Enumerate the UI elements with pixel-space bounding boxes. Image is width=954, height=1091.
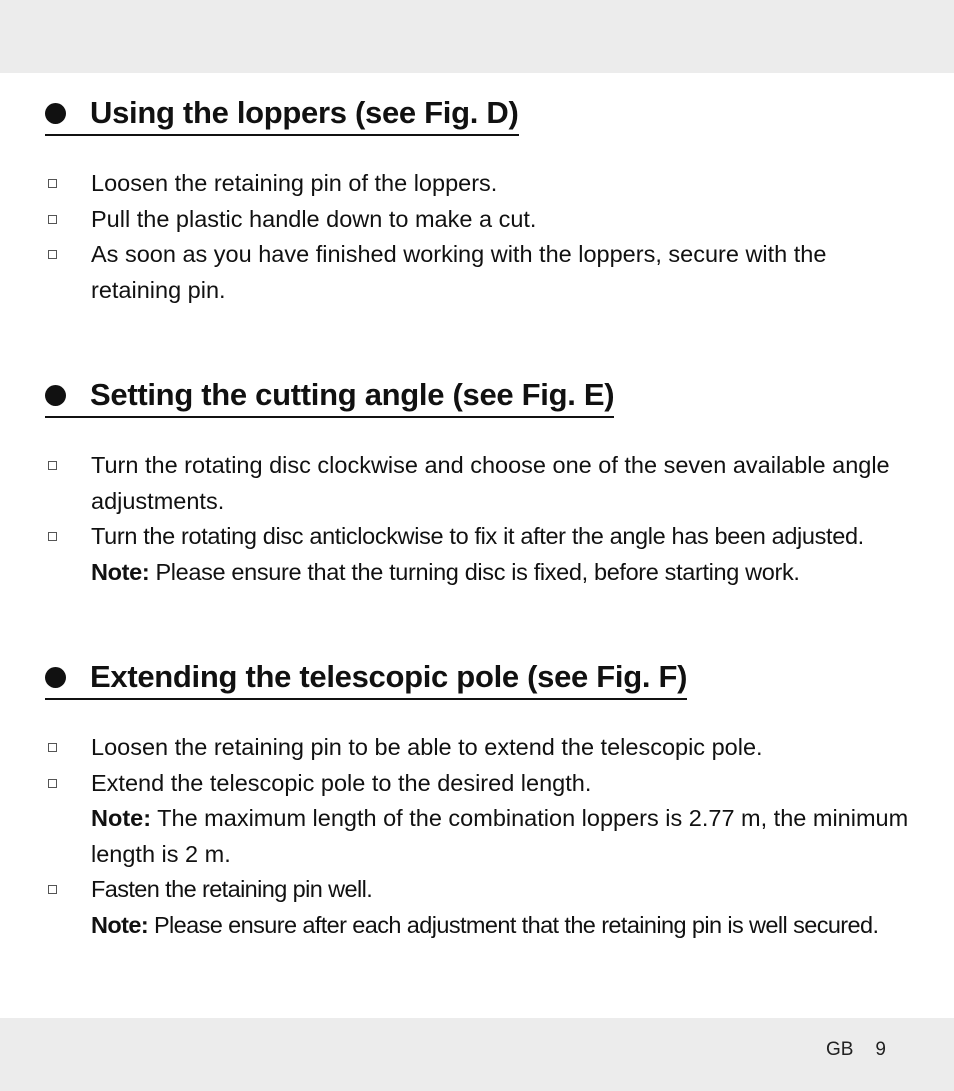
note-label: Note:: [91, 558, 150, 585]
list-item: [45, 448, 915, 519]
item-text: Turn the rotating disc clockwise and choose one of the seven available angle adjustments.: [91, 452, 890, 514]
checkbox-square-icon: [48, 215, 57, 224]
item-text: Extend the telescopic pole to the desired length.: [91, 769, 592, 796]
list-item: [45, 766, 915, 873]
bullet-dot-icon: [45, 385, 66, 406]
section-heading: [45, 658, 687, 700]
footer-band: [0, 1018, 954, 1091]
note-label: Note:: [91, 805, 152, 831]
section-heading: [45, 376, 614, 418]
item-text: Loosen the retaining pin of the loppers.: [91, 170, 498, 196]
instruction-list: [45, 730, 915, 943]
page-footer: [826, 1037, 886, 1063]
checkbox-square-icon: [48, 743, 57, 752]
item-text: Turn the rotating disc anticlockwise to fix it after the angle has been adjusted.: [91, 523, 864, 549]
item-text: Pull the plastic handle down to make a cut.: [91, 205, 537, 232]
section-title: Using the loppers (see Fig. D): [90, 95, 519, 130]
header-band: [0, 0, 954, 73]
item-text: Fasten the retaining pin well.: [91, 876, 373, 902]
checkbox-square-icon: [48, 250, 57, 259]
section-title: Setting the cutting angle (see Fig. E): [90, 377, 615, 412]
note-text: The maximum length of the combination loppers is 2.77 m, the minimum length is 2 m.: [91, 805, 909, 867]
checkbox-square-icon: [48, 461, 57, 470]
checkbox-square-icon: [48, 532, 57, 541]
list-item: [45, 202, 915, 238]
section-cutting-angle: [45, 376, 915, 590]
note-label: Note:: [91, 911, 149, 938]
checkbox-square-icon: [48, 779, 57, 788]
note-text: Please ensure after each adjustment that the retaining pin is well secured.: [153, 911, 879, 938]
page-number: 9: [875, 1039, 886, 1060]
instruction-list: [45, 166, 915, 308]
checkbox-square-icon: [48, 885, 57, 894]
section-title: Extending the telescopic pole (see Fig. F): [90, 659, 688, 694]
section-using-loppers: [45, 94, 915, 308]
item-text: As soon as you have finished working with the loppers, secure with the retaining pin.: [91, 241, 827, 303]
bullet-dot-icon: [45, 667, 66, 688]
section-telescopic-pole: [45, 658, 915, 943]
language-code: GB: [825, 1039, 854, 1060]
section-heading: [45, 94, 519, 136]
list-item: [45, 872, 915, 943]
list-item: [45, 237, 915, 308]
list-item: [45, 730, 915, 766]
item-text: Loosen the retaining pin to be able to extend the telescopic pole.: [91, 734, 763, 760]
bullet-dot-icon: [45, 103, 66, 124]
checkbox-square-icon: [48, 179, 57, 188]
instruction-list: [45, 448, 915, 590]
list-item: [45, 166, 915, 202]
list-item: [45, 519, 915, 590]
note-text: Please ensure that the turning disc is fixed, before starting work.: [155, 558, 800, 585]
